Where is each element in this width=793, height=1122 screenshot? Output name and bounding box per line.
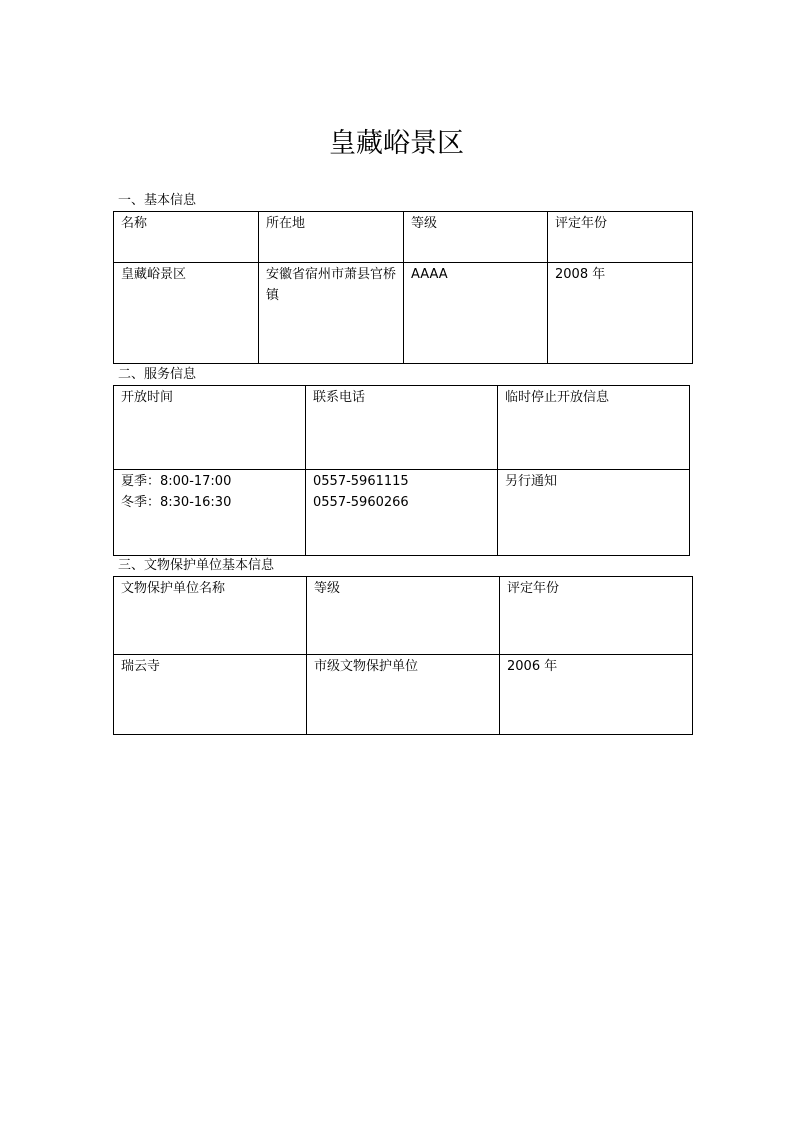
header-cell-name [114,212,259,263]
winter-hours: 冬季：8:30-16:30 [121,495,232,510]
heritage-info-table [113,576,693,735]
cell-closure-info [498,470,690,556]
header-label: 临时停止开放信息 [505,390,610,405]
phone-number: 0557-5961115 [313,474,409,489]
cell-heritage-name [114,655,307,735]
header-cell-grade [404,212,548,263]
header-label: 评定年份 [507,581,560,596]
table-row [114,263,693,364]
basic-info-table [113,211,693,364]
cell-value: 安徽省宿州市萧县官桥镇 [266,267,397,303]
cell-opening-hours [114,470,306,556]
table-row [114,655,693,735]
header-label: 联系电话 [313,390,366,405]
header-cell-year [500,577,693,655]
cell-year [500,655,693,735]
cell-location [259,263,404,364]
cell-value: 市级文物保护单位 [314,659,419,674]
table-row [114,470,690,556]
header-label: 名称 [121,216,148,231]
cell-value: 2006 年 [507,659,558,674]
cell-value: 瑞云寺 [121,659,161,674]
cell-value: AAAA [411,267,448,282]
cell-grade [307,655,500,735]
summer-hours: 夏季：8:00-17:00 [121,474,232,489]
header-label: 文物保护单位名称 [121,581,226,596]
table-header-row [114,577,693,655]
cell-value: 2008 年 [555,267,606,282]
header-cell-heritage-name [114,577,307,655]
page-title: 皇藏峪景区 [329,128,464,159]
service-info-table [113,385,690,556]
header-label: 所在地 [266,216,306,231]
section-heading-service-info: 二、服务信息 [118,367,197,382]
cell-value: 另行通知 [505,474,558,489]
cell-phone [306,470,498,556]
cell-year [548,263,693,364]
cell-value: 皇藏峪景区 [121,267,187,282]
section-heading-basic-info: 一、基本信息 [118,193,197,208]
header-label: 开放时间 [121,390,174,405]
header-cell-closure-info [498,386,690,470]
header-cell-grade [307,577,500,655]
header-label: 评定年份 [555,216,608,231]
header-cell-year [548,212,693,263]
cell-name [114,263,259,364]
phone-number: 0557-5960266 [313,495,409,510]
table-header-row [114,386,690,470]
header-label: 等级 [411,216,438,231]
cell-grade [404,263,548,364]
table-header-row [114,212,693,263]
header-cell-opening-hours [114,386,306,470]
header-cell-location [259,212,404,263]
header-label: 等级 [314,581,341,596]
section-heading-heritage-info: 三、文物保护单位基本信息 [118,558,275,573]
header-cell-phone [306,386,498,470]
